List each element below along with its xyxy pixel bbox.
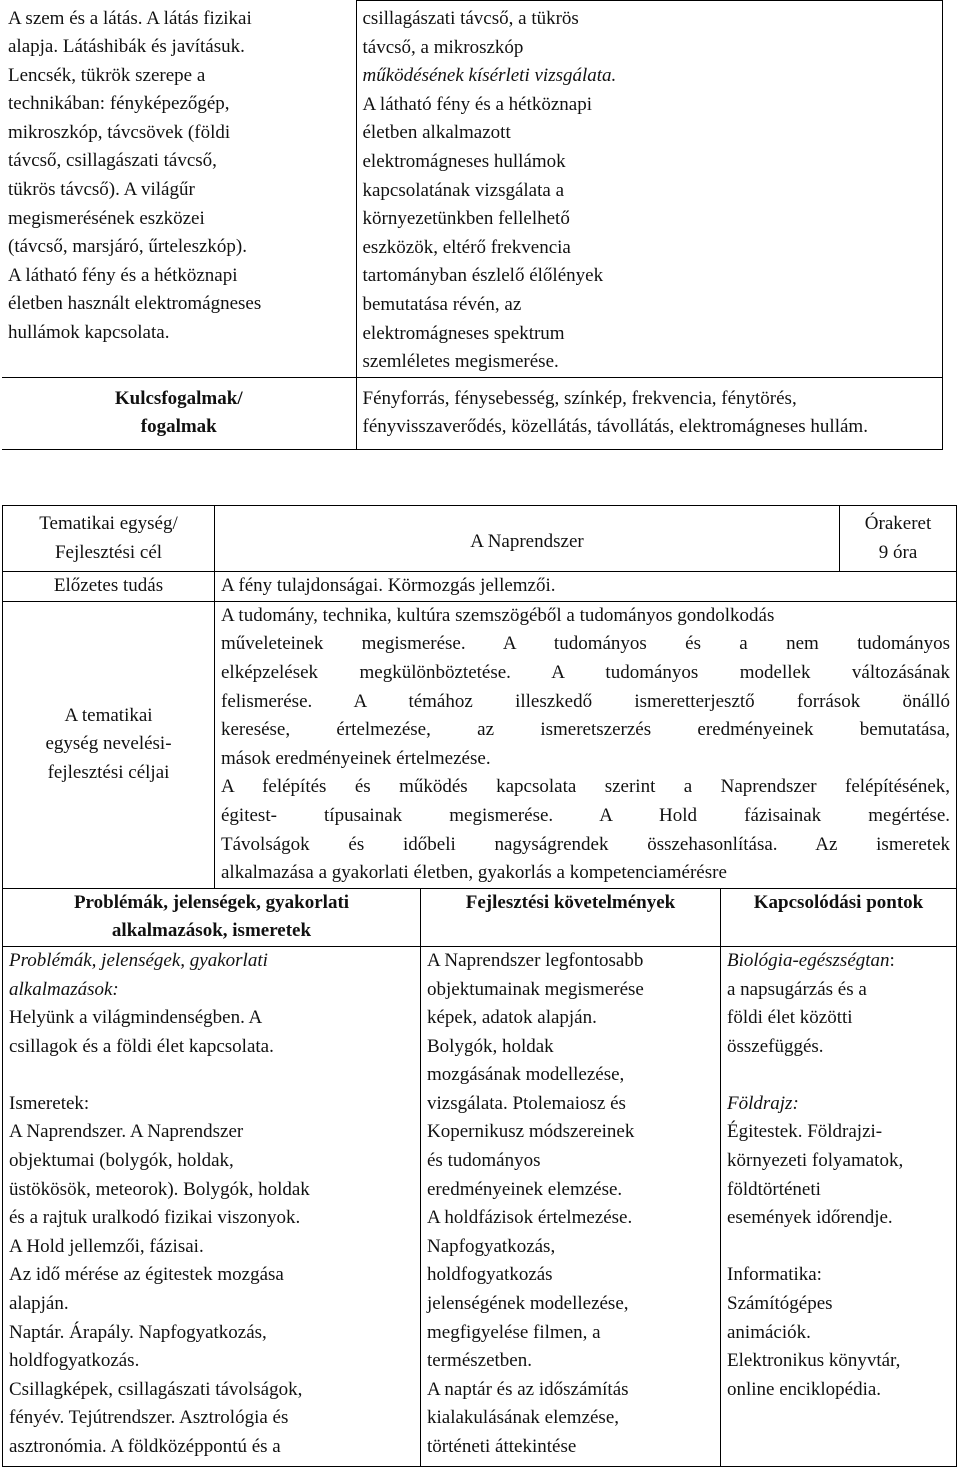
top-left-line: Lencsék, tükrök szerepe a <box>8 64 206 86</box>
body-col2-line: történeti áttekintése <box>427 1436 577 1457</box>
header-col1-line: alkalmazások, ismeretek <box>111 920 312 942</box>
top-row-content <box>2 1 942 378</box>
body-col1-line: Csillagképek, csillagászati távolságok, <box>9 1378 303 1400</box>
body-col3-line: Informatika: <box>727 1264 822 1286</box>
body-col3-line: földtörténeti <box>727 1178 821 1200</box>
top-right-line: elektromágneses spektrum <box>362 322 565 344</box>
unit-label-line: Fejlesztési cél <box>54 541 163 563</box>
body-col2-line: és tudományos <box>427 1150 541 1172</box>
goals-line: Távolságok és időbeli nagyságrendek összehasonlítása. Az ismeretek <box>221 833 951 855</box>
body-col2-line: Napfogyatkozás, <box>427 1235 556 1257</box>
top-right-line: elektromágneses hullámok <box>362 150 566 172</box>
hours-cell <box>840 506 957 572</box>
body-col3-line: összefüggés. <box>727 1035 824 1057</box>
body-col2-line: holdfogyatkozás <box>427 1264 553 1286</box>
key-concepts-line: fényvisszaverődés, közellátás, távollátás, elektromágneses hullám. <box>362 416 868 438</box>
body-col1-line: holdfogyatkozás. <box>9 1350 140 1372</box>
subject-name: Földrajz: <box>727 1092 799 1114</box>
header-col3: Kapcsolódási pontok <box>721 888 957 946</box>
goals-label-line: fejlesztési céljai <box>47 762 170 784</box>
top-right-line: csillagászati távcső, a tükrös <box>362 8 579 29</box>
header-col1 <box>3 888 421 946</box>
body-col1-line: Naptár. Árapály. Napfogyatkozás, <box>9 1321 267 1343</box>
body-row <box>3 946 957 1466</box>
body-col2-line: A Naprendszer legfontosabb <box>427 949 644 971</box>
goals-line: műveleteinek megismerése. A tudományos és a nem tudományos <box>221 633 951 655</box>
goals-line: mások eredményeinek értelmezése. <box>221 747 491 769</box>
subject-name: Biológia-egészségtan <box>727 949 890 971</box>
body-col1-line: fényév. Tejútrendszer. Asztrológia és <box>9 1407 289 1429</box>
top-right-line: eszközök, eltérő frekvencia <box>362 236 571 258</box>
body-col1-line <box>9 1061 414 1090</box>
body-col1-line: Helyünk a világmindenségben. A <box>9 1007 263 1029</box>
body-col3-line: Számítógépes <box>727 1293 833 1315</box>
goals-label-line: egység nevelési- <box>45 733 172 755</box>
top-right-line: működésének kísérleti vizsgálata. <box>362 65 617 87</box>
body-col1-line: alkalmazások: <box>9 978 119 1000</box>
goals-line: A tudomány, technika, kultúra szemszögéből a tudományos gondolkodás <box>221 604 775 626</box>
unit-label <box>3 506 215 572</box>
body-col2-line: A holdfázisok értelmezése. <box>427 1207 633 1229</box>
goals-line: A felépítés és működés kapcsolata szerint a Naprendszer felépítésének, <box>221 776 951 798</box>
top-left-line: (távcső, marsjáró, űrteleszkóp). <box>8 236 247 258</box>
body-col1-line: A Naprendszer. A Naprendszer <box>9 1121 244 1143</box>
goals-row <box>3 601 957 888</box>
body-col1-line: objektumai (bolygók, holdak, <box>9 1150 234 1172</box>
main-table <box>2 505 957 1467</box>
top-right-cell <box>356 1 617 378</box>
body-col3-line: környezeti folyamatok, <box>727 1150 904 1172</box>
body-col2-line: Bolygók, holdak <box>427 1035 554 1057</box>
body-col1-line: és a rajtuk uralkodó fizikai viszonyok. <box>9 1207 301 1229</box>
body-col3-line <box>727 1090 950 1119</box>
top-right-line: bemutatása révén, az <box>362 293 522 315</box>
body-col1-line: alapján. <box>9 1293 69 1315</box>
body-col2-line: Kopernikusz módszereinek <box>427 1121 635 1143</box>
body-col2-line: objektumainak megismerése <box>427 978 644 1000</box>
body-col3-line: földi élet közötti <box>727 1007 853 1029</box>
top-right-line: távcső, a mikroszkóp <box>362 36 524 58</box>
top-right-line: kapcsolatának vizsgálata a <box>362 179 565 201</box>
body-col3-line <box>727 1233 950 1262</box>
unit-row <box>3 506 957 572</box>
key-concepts-text <box>356 377 942 449</box>
body-col2-line: képek, adatok alapján. <box>427 1007 597 1029</box>
body-col3-line: Égitestek. Földrajzi- <box>727 1121 883 1143</box>
top-left-cell <box>2 1 356 378</box>
body-col1-line: A Hold jellemzői, fázisai. <box>9 1235 204 1257</box>
goals-line: égitest- típusainak megismerése. A Hold fázisainak megértése. <box>221 804 951 826</box>
body-col1-line: Az idő mérése az égitestek mozgása <box>9 1264 284 1286</box>
top-right-line: A látható fény és a hétköznapi <box>362 93 593 115</box>
body-col2-line: kialakulásának elemzése, <box>427 1407 620 1429</box>
body-col2-line: A naptár és az időszámítás <box>427 1378 629 1400</box>
top-empty-cell <box>586 1 942 378</box>
body-col2 <box>421 946 721 1466</box>
top-left-line: alapja. Látáshibák és javításuk. <box>8 36 245 58</box>
top-left-line: technikában: fényképezőgép, <box>8 93 230 115</box>
top-left-line: A szem és a látás. A látás fizikai <box>8 7 252 29</box>
prior-knowledge-text: A fény tulajdonságai. Körmozgás jellemzői. <box>215 572 957 602</box>
goals-line: felismerése. A témához illeszkedő ismeretterjesztő források önálló <box>221 690 951 712</box>
top-left-line: életben használt elektromágneses <box>8 293 262 315</box>
header-col1-line: Problémák, jelenségek, gyakorlati <box>73 891 350 913</box>
body-col1 <box>3 946 421 1466</box>
key-concepts-label <box>2 377 356 449</box>
body-col1-line: Problémák, jelenségek, gyakorlati <box>9 949 268 971</box>
body-col3-line: események időrendje. <box>727 1207 893 1229</box>
body-col1-line: csillagok és a földi élet kapcsolata. <box>9 1035 274 1057</box>
header-row <box>3 888 957 946</box>
body-col2-line: eredményeinek elemzése. <box>427 1178 623 1200</box>
key-concepts-label-line: Kulcsfogalmak/ <box>114 387 243 409</box>
top-left-line: távcső, csillagászati távcső, <box>8 150 217 172</box>
top-left-line: tükrös távcső). A világűr <box>8 179 195 201</box>
body-col1-line: Ismeretek: <box>9 1092 90 1114</box>
goals-line: elképzelések megkülönböztetése. A tudományos modellek változásának <box>221 661 951 683</box>
prior-row <box>3 572 957 602</box>
hours-label: Órakeret <box>864 513 932 534</box>
unit-title-text: A Naprendszer <box>470 531 584 553</box>
top-right-line: tartományban észlelő élőlények <box>362 265 604 287</box>
unit-label-line: Tematikai egység/ <box>39 513 178 534</box>
goals-text <box>215 601 957 888</box>
body-col3-line: Biológia-egészségtan: <box>727 949 895 971</box>
body-col1-line: asztronómia. A földközéppontú és a <box>9 1436 281 1457</box>
body-col2-line: megfigyelése filmen, a <box>427 1321 601 1343</box>
body-col3-line: Elektronikus könyvtár, <box>727 1350 901 1372</box>
top-left-line: A látható fény és a hétköznapi <box>8 264 238 286</box>
body-col2-line: vizsgálata. Ptolemaiosz és <box>427 1092 626 1114</box>
body-col3-line: animációk. <box>727 1321 811 1343</box>
top-right-line: szemléletes megismerése. <box>362 351 559 373</box>
body-col3-line <box>727 1061 950 1090</box>
unit-title <box>215 506 840 572</box>
body-col2-line: mozgásának modellezése, <box>427 1064 625 1086</box>
body-col3-line: a napsugárzás és a <box>727 978 867 1000</box>
body-col1-line: üstökösök, meteorok). Bolygók, holdak <box>9 1178 310 1200</box>
key-concepts-label-line: fogalmak <box>140 416 217 438</box>
top-row-key-concepts <box>2 377 942 449</box>
body-col3-line: online enciklopédia. <box>727 1378 882 1400</box>
top-right-line: életben alkalmazott <box>362 122 511 144</box>
prior-knowledge-label: Előzetes tudás <box>3 572 215 602</box>
top-left-line: hullámok kapcsolata. <box>8 322 170 344</box>
goals-line: keresése, értelmezése, az ismeretszerzés eredményeinek bemutatása, <box>221 719 951 741</box>
header-col2: Fejlesztési követelmények <box>421 888 721 946</box>
body-col2-line: természetben. <box>427 1350 532 1372</box>
top-right-line: környezetünkben fellelhető <box>362 208 570 230</box>
hours-value: 9 óra <box>878 541 918 563</box>
top-left-line: megismerésének eszközei <box>8 207 205 229</box>
top-left-line: mikroszkóp, távcsövek (földi <box>8 121 231 143</box>
body-col3 <box>721 946 957 1466</box>
top-table <box>2 0 943 450</box>
key-concepts-line: Fényforrás, fénysebesség, színkép, frekvencia, fénytörés, <box>362 387 797 409</box>
goals-line: alkalmazása a gyakorlati életben, gyakorlás a kompetenciamérésre <box>221 862 727 884</box>
body-col2-line: jelenségének modellezése, <box>427 1293 629 1315</box>
goals-label <box>3 601 215 888</box>
goals-label-line: A tematikai <box>64 704 153 726</box>
